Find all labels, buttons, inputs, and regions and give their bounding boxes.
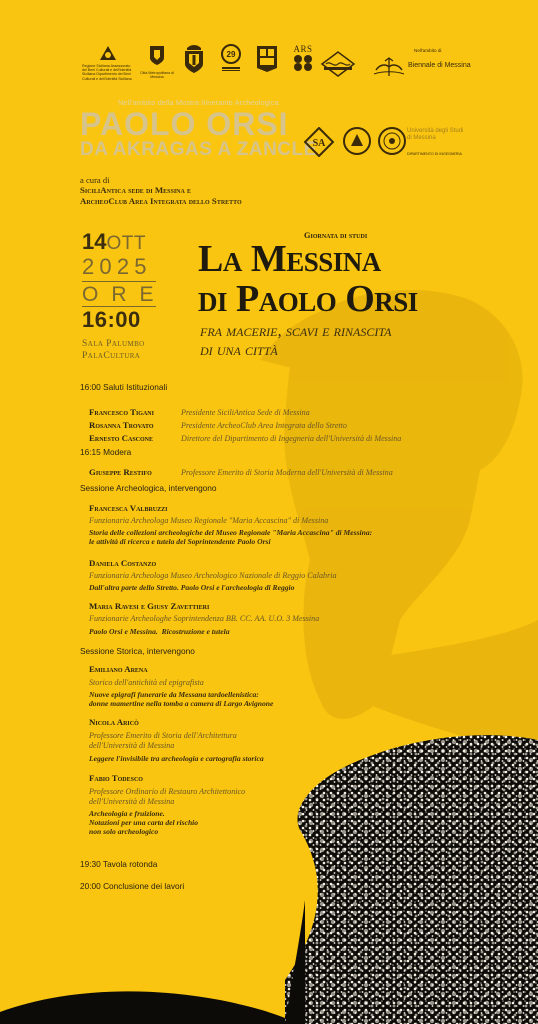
dipartimento-text: DIPARTIMENTO DI INGEGNERIA	[407, 152, 462, 156]
talk-speaker-name: Fabio Todesco	[89, 773, 143, 783]
talk-speaker-role: Storico dell'antichità ed epigrafista	[89, 678, 204, 687]
talk-title: non solo archeologico	[89, 827, 159, 836]
province-crest-icon	[256, 44, 278, 72]
moderator-role: Professore Emerito di Storia Moderna dell'Università di Messina	[181, 468, 393, 477]
event-year: 2025	[82, 254, 152, 279]
biennale-prefix: Nell'ambito di	[414, 48, 442, 53]
siciliantica-logo	[304, 127, 338, 163]
unime-seal-icon	[377, 126, 407, 156]
city-crest-icon	[149, 44, 165, 66]
comune-crest-logo	[183, 44, 207, 84]
talk-speaker-role: Professore Emerito di Storia dell'Architettura	[89, 731, 237, 740]
talk-title: le attività di ricerca e tutela del Soprintendente Paolo Orsi	[89, 537, 271, 546]
talk-speaker-name: Daniela Costanzo	[89, 558, 157, 568]
speaker-role: Presidente ArcheoClub Area Integrata dello Stretto	[181, 421, 347, 430]
citta-metropolitana-logo	[138, 44, 176, 84]
moderator-name: Giuseppe Restifo	[89, 467, 152, 477]
mostra-title-line1: PAOLO ORSI	[80, 106, 289, 142]
speaker-name: Ernesto Cascone	[89, 433, 153, 443]
talk-speaker-name: Maria Ravesi e Giusy Zavettieri	[89, 601, 210, 611]
talk-speaker-role: dell'Università di Messina	[89, 741, 175, 750]
speaker-row	[89, 428, 534, 446]
event-month: OTT	[106, 233, 146, 254]
biennale-logo	[372, 50, 502, 90]
event-subtitle-line2: di una città	[200, 340, 278, 359]
universita-text: Università degli Studi di Messina	[407, 128, 464, 141]
talk-title: Notazioni per una carta del rischio	[89, 818, 199, 827]
archeoclub-logo	[342, 126, 374, 158]
anniversary-icon	[219, 44, 243, 74]
svg-text:SA: SA	[312, 138, 326, 149]
event-day: 14	[82, 229, 107, 254]
talk-speaker-role: Funzionaria Archeologa Museo Archeologico Nazionale di Reggio Calabria	[89, 571, 337, 580]
unime-logo	[377, 126, 497, 162]
talk-speaker-role: Funzionarie Archeologhe Soprintendenza BB. CC. AA. U.O. 3 Messina	[89, 614, 320, 623]
svg-text:29: 29	[226, 50, 236, 59]
talk-speaker-name: Emiliano Arena	[89, 664, 148, 674]
speaker-role: Direttore del Dipartimento di Ingegneria dell'Università di Messina	[181, 434, 402, 443]
ore-label: ORE	[82, 283, 167, 306]
mostra-title-line2: DA AKRAGAS A ZANCLE	[80, 139, 317, 160]
date-divider	[82, 281, 156, 282]
province-crest-logo	[256, 44, 280, 84]
talk-title: donne mamertine nella tomba a camera di Largo Avignone	[89, 699, 274, 708]
event-subtitle-line1: fra macerie, scavi e rinascita	[200, 321, 392, 340]
wave-emblem-icon	[320, 50, 356, 78]
talk-speaker-name: Nicola Aricò	[89, 717, 139, 727]
moderator-row	[89, 462, 529, 480]
saluti-heading: 16:00 Saluti Istituzionali	[80, 382, 168, 392]
curated-org2: ArcheoClub Area Integrata dello Stretto	[80, 196, 242, 206]
speaker-name: Francesco Tigani	[89, 407, 154, 417]
speaker-role: Presidente SiciliAntica Sede di Messina	[181, 408, 310, 417]
mostra-context: Nell'ambito della Mostra Itinerante Archeologica	[118, 98, 279, 107]
talk-title: Nuove epigrafi funerarie da Messana tardoellenistica:	[89, 690, 259, 699]
event-title-line2: di Paolo Orsi	[198, 278, 418, 320]
event-title-line1: La Messina	[198, 238, 381, 280]
venue-line1: Sala Palumbo	[82, 338, 145, 349]
curated-org1: SiciliAntica sede di Messina e	[80, 185, 192, 195]
talk-title: Storia delle collezioni archeologiche del Museo Regionale "Maria Accascina" di Messina:	[89, 528, 373, 537]
talk-speaker-role: Professore Ordinario di Restauro Architettonico	[89, 787, 246, 796]
ars-text: ARS	[293, 44, 313, 54]
conclusione: 20:00 Conclusione dei lavori	[80, 881, 185, 891]
giornata-label: Giornata di studi	[304, 231, 368, 240]
wave-logo	[320, 50, 358, 90]
comune-crest-icon	[183, 44, 205, 74]
talk-title: Paolo Orsi e Messina. Ricostruzione e tutela	[89, 627, 230, 636]
event-time: 16:00	[82, 307, 141, 332]
talk-speaker-name: Francesca Valbruzzi	[89, 503, 168, 513]
ars-emblem-icon	[292, 54, 314, 72]
trinacria-icon	[98, 44, 118, 62]
siciliantica-icon	[304, 127, 334, 157]
talk-title: Leggere l'invisibile tra archeologia e cartografia storica	[89, 754, 264, 763]
biennale-name: Biennale di Messina	[408, 62, 471, 69]
modera-heading: 16:15 Modera	[80, 447, 132, 457]
talk-speaker-role: dell'Università di Messina	[89, 797, 175, 806]
archeoclub-icon	[342, 126, 372, 156]
event-date	[82, 231, 146, 253]
regione-siciliana-logo	[82, 44, 134, 84]
talk-title: Archeologia e fruizione.	[89, 809, 165, 818]
poseidon-icon	[372, 56, 406, 78]
curated-label: a cura di	[80, 175, 110, 185]
regione-siciliana-text: Regione Siciliana Assessorato dei Beni Culturali e dell'Identità Siciliana Dipartimento dei Beni Culturali e dell'Identità Siciliana	[82, 64, 132, 81]
ars-logo	[290, 44, 316, 84]
session-arch-heading: Sessione Archeologica, intervengono	[80, 483, 217, 493]
tavola-rotonda: 19:30 Tavola rotonda	[80, 859, 158, 869]
session-stor-heading: Sessione Storica, intervengono	[80, 646, 195, 656]
speaker-name: Rosanna Trovato	[89, 420, 154, 430]
talk-title: Dall'altra parte dello Stretto. Paolo Orsi e l'archeologia di Reggio	[89, 583, 295, 592]
talk-speaker-role: Funzionaria Archeologa Museo Regionale "Maria Accascina" di Messina	[89, 516, 329, 525]
venue-line2: PalaCultura	[82, 350, 141, 361]
citta-metropolitana-text: Città Metropolitana di Messina	[140, 71, 174, 80]
anniversary-logo	[219, 44, 245, 84]
